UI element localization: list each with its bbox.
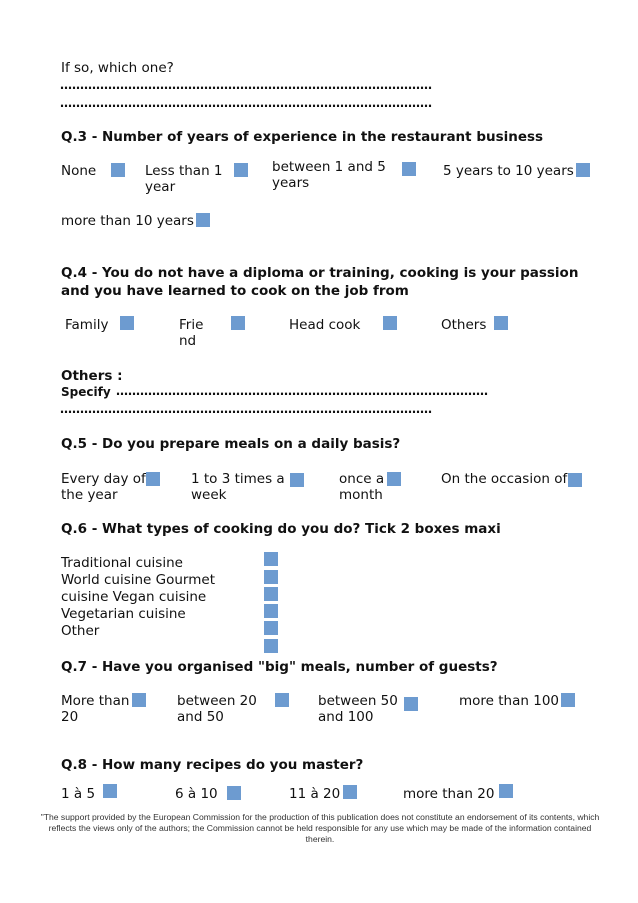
- q5-option-1-to-3-label-2: week: [191, 487, 227, 503]
- q6-world-checkbox[interactable]: [264, 570, 278, 584]
- q7-option-more-than-100-label: more than 100: [459, 693, 559, 709]
- q6-option-line-3: cuisine Vegan cuisine: [61, 589, 207, 605]
- q8-option-more-than-20-label: more than 20: [403, 786, 495, 802]
- q5-once-a-month-checkbox[interactable]: [387, 472, 401, 486]
- q4-option-others-label: Others: [441, 317, 487, 333]
- q5-option-once-a-month-label-2: month: [339, 487, 383, 503]
- q3-5-to-10-checkbox[interactable]: [576, 163, 590, 177]
- q6-traditional-checkbox[interactable]: [264, 552, 278, 566]
- q3-option-less-than-1-label-2: year: [145, 179, 176, 195]
- q8-option-6-to-10-label: 6 à 10: [175, 786, 218, 802]
- q4-option-friend-label: Frie: [179, 317, 204, 333]
- q6-option-line-1: Traditional cuisine: [61, 555, 183, 571]
- q8-option-11-to-20-label: 11 à 20: [289, 786, 341, 802]
- q8-title: Q.8 - How many recipes do you master?: [61, 757, 364, 773]
- q4-head-cook-checkbox[interactable]: [383, 316, 397, 330]
- q6-option-line-2: World cuisine Gourmet: [61, 572, 215, 588]
- q3-title: Q.3 - Number of years of experience in the restaurant business: [61, 129, 544, 145]
- q4-option-head-cook-label: Head cook: [289, 317, 361, 333]
- q6-title: Q.6 - What types of cooking do you do? Tick 2 boxes maxi: [61, 521, 501, 537]
- q7-option-20-to-50-label: between 20: [177, 693, 257, 709]
- q4-others-checkbox[interactable]: [494, 316, 508, 330]
- q5-option-every-day-label: Every day of: [61, 471, 146, 487]
- q7-50-to-100-checkbox[interactable]: [404, 697, 418, 711]
- q7-option-more-than-20-label: More than: [61, 693, 130, 709]
- q4-title-line-1: Q.4 - You do not have a diploma or training, cooking is your passion: [61, 265, 579, 281]
- q4-family-checkbox[interactable]: [120, 316, 134, 330]
- q3-none-checkbox[interactable]: [111, 163, 125, 177]
- q4-specify-line-2[interactable]: …………………………………………………………………………………: [60, 402, 432, 416]
- q3-option-1-to-5-label-2: years: [272, 175, 310, 191]
- q7-title: Q.7 - Have you organised "big" meals, number of guests?: [61, 659, 498, 675]
- q7-option-20-to-50-label-2: and 50: [177, 709, 224, 725]
- q6-vegetarian-checkbox[interactable]: [264, 621, 278, 635]
- q3-option-more-than-10-label: more than 10 years: [61, 213, 194, 229]
- q2-answer-line-2[interactable]: …………………………………………………………………………………: [60, 96, 432, 110]
- q6-vegan-checkbox[interactable]: [264, 604, 278, 618]
- q6-option-line-5: Other: [61, 623, 100, 639]
- q6-other-checkbox[interactable]: [264, 639, 278, 653]
- eu-disclaimer-footer: "The support provided by the European Commission for the production of this publication does not constitute an endorsement of its contents, which reflects the views only of the authors; the Commission cannot be held responsible for any use which may be made of the information contained therein.: [40, 812, 600, 844]
- q2-answer-line-1[interactable]: …………………………………………………………………………………: [60, 78, 432, 92]
- q7-more-than-20-checkbox[interactable]: [132, 693, 146, 707]
- q7-more-than-100-checkbox[interactable]: [561, 693, 575, 707]
- q5-occasion-checkbox[interactable]: [568, 473, 582, 487]
- q7-option-50-to-100-label-2: and 100: [318, 709, 374, 725]
- q3-1-to-5-checkbox[interactable]: [402, 162, 416, 176]
- q4-option-family-label: Family: [65, 317, 109, 333]
- q7-20-to-50-checkbox[interactable]: [275, 693, 289, 707]
- q5-option-once-a-month-label: once a: [339, 471, 385, 487]
- q8-1-to-5-checkbox[interactable]: [103, 784, 117, 798]
- q4-option-friend-label-2: nd: [179, 333, 197, 349]
- q5-every-day-checkbox[interactable]: [146, 472, 160, 486]
- q3-option-less-than-1-label: Less than 1: [145, 163, 223, 179]
- q4-friend-checkbox[interactable]: [231, 316, 245, 330]
- q2-followup-question: If so, which one?: [61, 60, 174, 76]
- q5-option-every-day-label-2: the year: [61, 487, 118, 503]
- q4-others-heading: Others :: [61, 368, 123, 384]
- q4-specify-line-1[interactable]: …………………………………………………………………………………: [116, 384, 488, 398]
- q8-more-than-20-checkbox[interactable]: [499, 784, 513, 798]
- q6-gourmet-checkbox[interactable]: [264, 587, 278, 601]
- q4-title-line-2: and you have learned to cook on the job from: [61, 283, 409, 299]
- q8-option-1-to-5-label: 1 à 5: [61, 786, 96, 802]
- q7-option-50-to-100-label: between 50: [318, 693, 398, 709]
- q7-option-more-than-20-label-2: 20: [61, 709, 79, 725]
- q6-option-line-4: Vegetarian cuisine: [61, 606, 186, 622]
- q5-option-occasion-label: On the occasion of: [441, 471, 568, 487]
- q3-less-than-1-checkbox[interactable]: [234, 163, 248, 177]
- q8-11-to-20-checkbox[interactable]: [343, 785, 357, 799]
- q8-6-to-10-checkbox[interactable]: [227, 786, 241, 800]
- q4-specify-label: Specify: [61, 385, 111, 399]
- q5-title: Q.5 - Do you prepare meals on a daily basis?: [61, 436, 401, 452]
- q3-more-than-10-checkbox[interactable]: [196, 213, 210, 227]
- q3-option-none-label: None: [61, 163, 97, 179]
- q5-option-1-to-3-label: 1 to 3 times a: [191, 471, 285, 487]
- q5-1-to-3-checkbox[interactable]: [290, 473, 304, 487]
- q3-option-1-to-5-label: between 1 and 5: [272, 159, 386, 175]
- q3-option-5-to-10-label: 5 years to 10 years: [443, 163, 574, 179]
